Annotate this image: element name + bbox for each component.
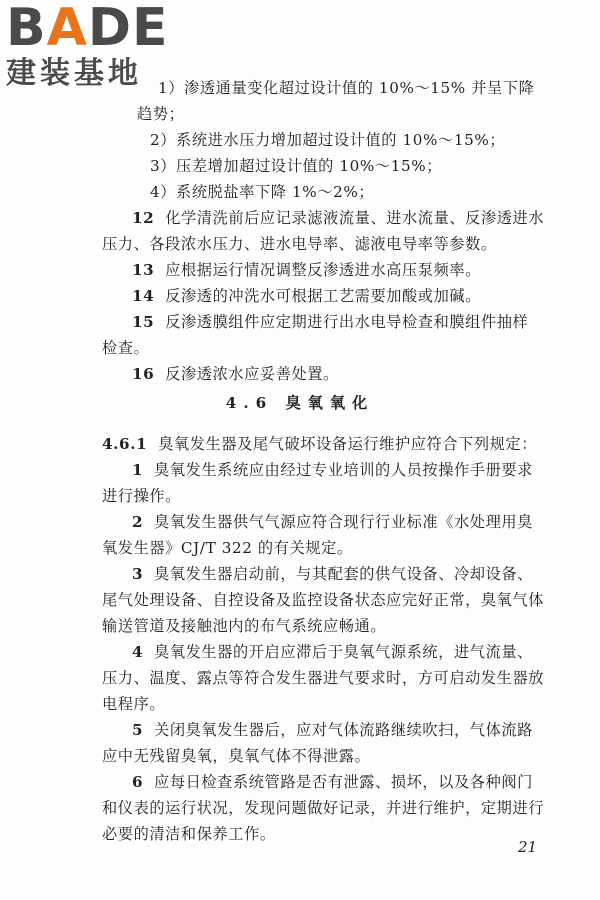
item-2: 2 臭氧发生器供气气源应符合现行行业标准《水处理用臭 (132, 513, 533, 531)
item-5-continued: 应中无残留臭氧，臭氧气体不得泄露。 (102, 747, 371, 765)
page-number: 21 (518, 838, 538, 856)
item-2-continued: 氧发生器》CJ/T 322 的有关规定。 (102, 539, 353, 557)
logo-wordmark: BADE (6, 0, 169, 58)
item-3-continued-2: 输送管道及接触池内的布气系统应畅通。 (102, 617, 387, 635)
item-3-continued: 尾气处理设备、自控设备及监控设备状态应完好正常，臭氧气体 (102, 591, 545, 609)
item-6-continued: 和仪表的运行状况，发现问题做好记录，并进行维护，定期进行 (102, 799, 545, 817)
item-3: 3 臭氧发生器启动前，与其配套的供气设备、冷却设备、 (132, 565, 533, 583)
clause-4-6-1: 4.6.1 臭氧发生器及尾气破坏设备运行维护应符合下列规定： (102, 435, 538, 453)
clause-14: 14 反渗透的冲洗水可根据工艺需要加酸或加碱。 (132, 287, 481, 305)
item-4: 4 臭氧发生器的开启应滞后于臭氧气源系统，进气流量、 (132, 643, 533, 661)
list-item-1: 1）渗透通量变化超过设计值的 10%～15% 并呈下降 (158, 79, 535, 97)
item-5: 5 关闭臭氧发生器后，应对气体流路继续吹扫，气体流路 (132, 721, 533, 739)
item-1: 1 臭氧发生系统应由经过专业培训的人员按操作手册要求 (132, 461, 533, 479)
clause-13: 13 应根据运行情况调整反渗透进水高压泵频率。 (132, 261, 481, 279)
list-item-2: 2）系统进水压力增加超过设计值的 10%～15%； (150, 131, 506, 149)
clause-12-continued: 压力、各段浓水压力、进水电导率、滤液电导率等参数。 (102, 235, 497, 253)
item-1-continued: 进行操作。 (102, 487, 181, 505)
list-item-3: 3）压差增加超过设计值的 10%～15%； (150, 157, 443, 175)
brand-logo (6, 2, 181, 100)
item-4-continued-2: 电程序。 (102, 695, 166, 713)
clause-16: 16 反渗透浓水应妥善处置。 (132, 365, 339, 383)
clause-15-continued: 检查。 (102, 339, 150, 357)
section-heading: 4.6 臭氧氧化 (225, 394, 375, 412)
clause-15: 15 反渗透膜组件应定期进行出水电导检查和膜组件抽样 (132, 313, 529, 331)
clause-12: 12 化学清洗前后应记录滤液流量、进水流量、反渗透进水 (132, 209, 545, 227)
list-item-1-continued: 趋势； (137, 105, 185, 123)
item-4-continued: 压力、温度、露点等符合发生器进气要求时，方可启动发生器放 (102, 669, 545, 687)
item-6-continued-2: 必要的清洁和保养工作。 (102, 825, 276, 843)
list-item-4: 4）系统脱盐率下降 1%～2%； (150, 183, 375, 201)
item-6: 6 应每日检查系统管路是否有泄露、损坏，以及各种阀门 (132, 773, 533, 791)
logo-subtitle: 建装基地 (6, 56, 142, 91)
